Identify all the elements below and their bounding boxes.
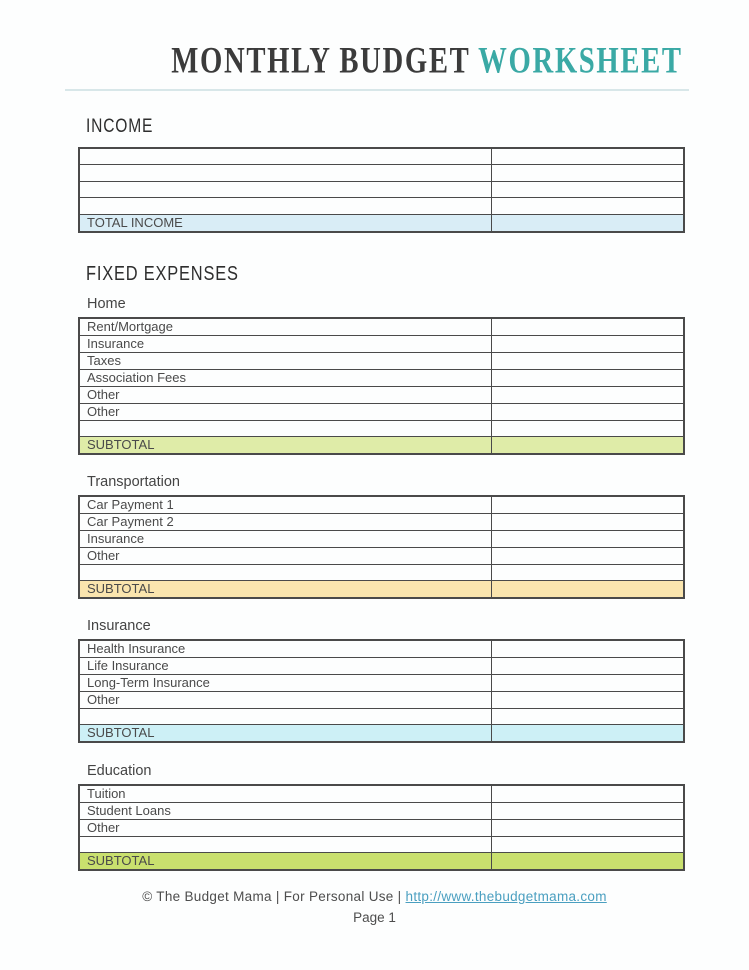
amount-cell xyxy=(491,148,684,165)
item-label-cell: Taxes xyxy=(79,353,491,370)
amount-cell xyxy=(491,336,684,353)
footer-copyright: © The Budget Mama | For Personal Use | xyxy=(142,889,402,904)
amount-cell xyxy=(491,837,684,853)
group-subheading: Home xyxy=(87,296,126,312)
expense-group-education xyxy=(78,763,685,871)
item-label-cell: Tuition xyxy=(79,785,491,803)
education-table xyxy=(78,784,685,871)
fixed-expenses-heading: FIXED EXPENSES xyxy=(86,263,239,285)
title-worksheet: WORKSHEET xyxy=(478,40,683,81)
table-row xyxy=(79,181,684,198)
amount-cell xyxy=(491,724,684,742)
item-label-cell xyxy=(79,181,491,198)
table-row xyxy=(79,692,684,709)
expense-group-home xyxy=(78,296,685,455)
amount-cell xyxy=(491,318,684,336)
amount-cell xyxy=(491,640,684,658)
table-row xyxy=(79,709,684,725)
amount-cell xyxy=(491,675,684,692)
item-label-cell: Other xyxy=(79,404,491,421)
item-label-cell: Insurance xyxy=(79,531,491,548)
item-label-cell: Car Payment 1 xyxy=(79,496,491,514)
amount-cell xyxy=(491,565,684,581)
table-row xyxy=(79,514,684,531)
amount-cell xyxy=(491,692,684,709)
footer xyxy=(0,889,749,904)
amount-cell xyxy=(491,514,684,531)
subtotal-label-cell: SUBTOTAL xyxy=(79,852,491,870)
item-label-cell xyxy=(79,837,491,853)
subtotal-label-cell: SUBTOTAL xyxy=(79,724,491,742)
table-row xyxy=(79,803,684,820)
income-heading: INCOME xyxy=(86,116,154,137)
table-row xyxy=(79,336,684,353)
group-subheading: Education xyxy=(87,763,152,779)
amount-cell xyxy=(491,181,684,198)
item-label-cell xyxy=(79,198,491,215)
amount-cell xyxy=(491,531,684,548)
item-label-cell: Other xyxy=(79,548,491,565)
footer-link[interactable]: http://www.thebudgetmama.com xyxy=(405,889,607,904)
amount-cell xyxy=(491,580,684,598)
subtotal-row xyxy=(79,724,684,742)
amount-cell xyxy=(491,370,684,387)
amount-cell xyxy=(491,803,684,820)
table-row xyxy=(79,318,684,336)
table-row xyxy=(79,387,684,404)
table-row xyxy=(79,198,684,215)
item-label-cell: Student Loans xyxy=(79,803,491,820)
table-row xyxy=(79,548,684,565)
item-label-cell: Insurance xyxy=(79,336,491,353)
group-subheading: Insurance xyxy=(87,618,151,634)
amount-cell xyxy=(491,785,684,803)
table-row xyxy=(79,531,684,548)
item-label-cell xyxy=(79,165,491,182)
title-monthly-budget: MONTHLY BUDGET xyxy=(171,40,479,81)
item-label-cell: Car Payment 2 xyxy=(79,514,491,531)
table-row xyxy=(79,404,684,421)
subtotal-label-cell: SUBTOTAL xyxy=(79,436,491,454)
table-row xyxy=(79,421,684,437)
table-row xyxy=(79,370,684,387)
amount-cell xyxy=(491,353,684,370)
item-label-cell: Life Insurance xyxy=(79,658,491,675)
insurance-table xyxy=(78,639,685,743)
subtotal-row xyxy=(79,852,684,870)
amount-cell xyxy=(491,387,684,404)
item-label-cell: Association Fees xyxy=(79,370,491,387)
amount-cell xyxy=(491,436,684,454)
amount-cell xyxy=(491,198,684,215)
item-label-cell: Other xyxy=(79,692,491,709)
page-number: Page 1 xyxy=(353,910,396,925)
table-row xyxy=(79,640,684,658)
item-label-cell xyxy=(79,709,491,725)
amount-cell xyxy=(491,404,684,421)
table-row xyxy=(79,675,684,692)
table-row xyxy=(79,837,684,853)
expense-group-insurance xyxy=(78,618,685,743)
income-table xyxy=(78,147,685,233)
transportation-table xyxy=(78,495,685,599)
page-title xyxy=(172,41,683,81)
subtotal-label-cell: TOTAL INCOME xyxy=(79,214,491,232)
amount-cell xyxy=(491,709,684,725)
table-row xyxy=(79,820,684,837)
item-label-cell: Other xyxy=(79,820,491,837)
amount-cell xyxy=(491,548,684,565)
subtotal-label-cell: SUBTOTAL xyxy=(79,580,491,598)
home-table xyxy=(78,317,685,455)
item-label-cell: Long-Term Insurance xyxy=(79,675,491,692)
subtotal-row xyxy=(79,580,684,598)
income-table-body xyxy=(79,148,684,232)
title-divider-line xyxy=(65,89,689,91)
subtotal-row xyxy=(79,436,684,454)
amount-cell xyxy=(491,852,684,870)
amount-cell xyxy=(491,165,684,182)
amount-cell xyxy=(491,421,684,437)
expense-group-transportation xyxy=(78,474,685,599)
item-label-cell: Other xyxy=(79,387,491,404)
item-label-cell: Rent/Mortgage xyxy=(79,318,491,336)
item-label-cell xyxy=(79,421,491,437)
table-row xyxy=(79,496,684,514)
group-subheading: Transportation xyxy=(87,474,180,490)
amount-cell xyxy=(491,214,684,232)
item-label-cell xyxy=(79,148,491,165)
amount-cell xyxy=(491,658,684,675)
subtotal-row xyxy=(79,214,684,232)
amount-cell xyxy=(491,496,684,514)
table-row xyxy=(79,165,684,182)
item-label-cell: Health Insurance xyxy=(79,640,491,658)
table-row xyxy=(79,353,684,370)
amount-cell xyxy=(491,820,684,837)
table-row xyxy=(79,148,684,165)
table-row xyxy=(79,785,684,803)
table-row xyxy=(79,565,684,581)
table-row xyxy=(79,658,684,675)
item-label-cell xyxy=(79,565,491,581)
